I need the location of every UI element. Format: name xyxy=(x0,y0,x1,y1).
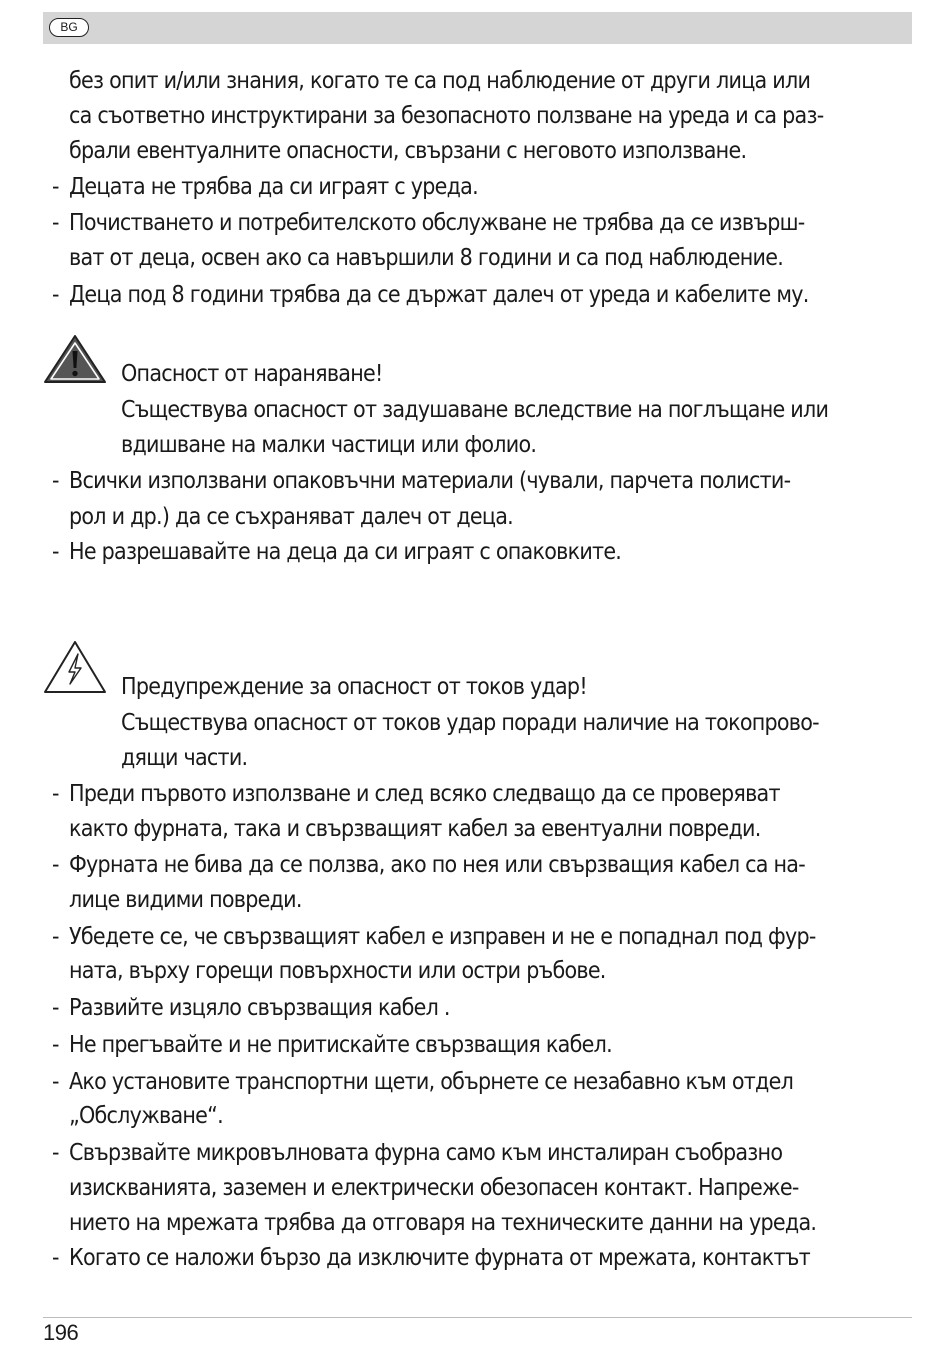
page-number: 196 xyxy=(43,1320,79,1345)
bullet-text: Развийте изцяло свързващия кабел . xyxy=(69,995,450,1021)
bullet-text: Почистването и потребителското обслужване не трябва да се извърш- xyxy=(69,210,805,236)
bullet-dash: - xyxy=(52,468,60,494)
bullet-text: нието на мрежата трябва да отговаря на техническите данни на уреда. xyxy=(69,1210,817,1236)
warning-text: Съществува опасност от задушаване вследствие на поглъщане или xyxy=(121,397,829,423)
bullet-dash: - xyxy=(52,210,60,236)
bullet-text: Когато се наложи бързо да изключите фурната от мрежата, контактът xyxy=(69,1245,810,1271)
bullet-text: ват от деца, освен ако са навършили 8 години и са под наблюдение. xyxy=(69,245,784,271)
bullet-dash: - xyxy=(52,924,60,950)
bullet-dash: - xyxy=(52,995,60,1021)
bullet-text: както фурната, така и свързващият кабел за евентуални повреди. xyxy=(69,816,761,842)
bullet-dash: - xyxy=(52,781,60,807)
bullet-dash: - xyxy=(52,174,60,200)
warning-title: Предупреждение за опасност от токов удар! xyxy=(121,674,587,700)
bullet-text: Децата не трябва да си играят с уреда. xyxy=(69,174,478,200)
bullet-text: Всички използвани опаковъчни материали (чували, парчета полисти- xyxy=(69,468,791,494)
bullet-text: Фурната не бива да се ползва, ако по нея или свързващия кабел са на- xyxy=(69,852,805,878)
bullet-text: Убедете се, че свързващият кабел е изправен и не е попаднал под фур- xyxy=(69,924,816,950)
bullet-text: ната, върху горещи повърхности или остри ръбове. xyxy=(69,958,606,984)
bullet-dash: - xyxy=(52,539,60,565)
footer-rule xyxy=(43,1317,912,1318)
bullet-text: рол и др.) да се съхраняват далеч от деца. xyxy=(69,504,513,530)
bullet-dash: - xyxy=(52,1032,60,1058)
bullet-dash: - xyxy=(52,852,60,878)
bullet-text: Ако установите транспортни щети, обърнете се незабавно към отдел xyxy=(69,1069,794,1095)
bullet-dash: - xyxy=(52,1245,60,1271)
bullet-text: „Обслужване“. xyxy=(69,1103,223,1129)
bullet-dash: - xyxy=(52,282,60,308)
language-badge: BG xyxy=(49,18,89,37)
body-line: брали евентуалните опасности, свързани с неговото използване. xyxy=(69,138,747,164)
bullet-dash: - xyxy=(52,1069,60,1095)
warning-text: дящи части. xyxy=(121,745,248,771)
bullet-dash: - xyxy=(52,1140,60,1166)
bullet-text: изискванията, заземен и електрически обезопасен контакт. Напреже- xyxy=(69,1175,799,1201)
bullet-text: Не прегъвайте и не притискайте свързващия кабел. xyxy=(69,1032,612,1058)
header-bar xyxy=(43,12,912,44)
bullet-text: Не разрешавайте на деца да си играят с опаковките. xyxy=(69,539,622,565)
bullet-text: Свързвайте микровълновата фурна само към инсталиран съобразно xyxy=(69,1140,783,1166)
warning-text: вдишване на малки частици или фолио. xyxy=(121,432,537,458)
bullet-text: Деца под 8 години трябва да се държат далеч от уреда и кабелите му. xyxy=(69,282,809,308)
bullet-text: Преди първото използване и след всяко следващо да се проверяват xyxy=(69,781,780,807)
body-line: без опит и/или знания, когато те са под наблюдение от други лица или xyxy=(69,68,811,94)
body-line: са съответно инструктирани за безопасното ползване на уреда и са раз- xyxy=(69,103,824,129)
warning-exclamation-icon xyxy=(43,334,107,384)
warning-text: Съществува опасност от токов удар поради наличие на токопрово- xyxy=(121,710,819,736)
bullet-text: лице видими повреди. xyxy=(69,887,302,913)
electric-shock-warning-icon xyxy=(43,640,107,694)
warning-title: Опасност от нараняване! xyxy=(121,361,383,387)
